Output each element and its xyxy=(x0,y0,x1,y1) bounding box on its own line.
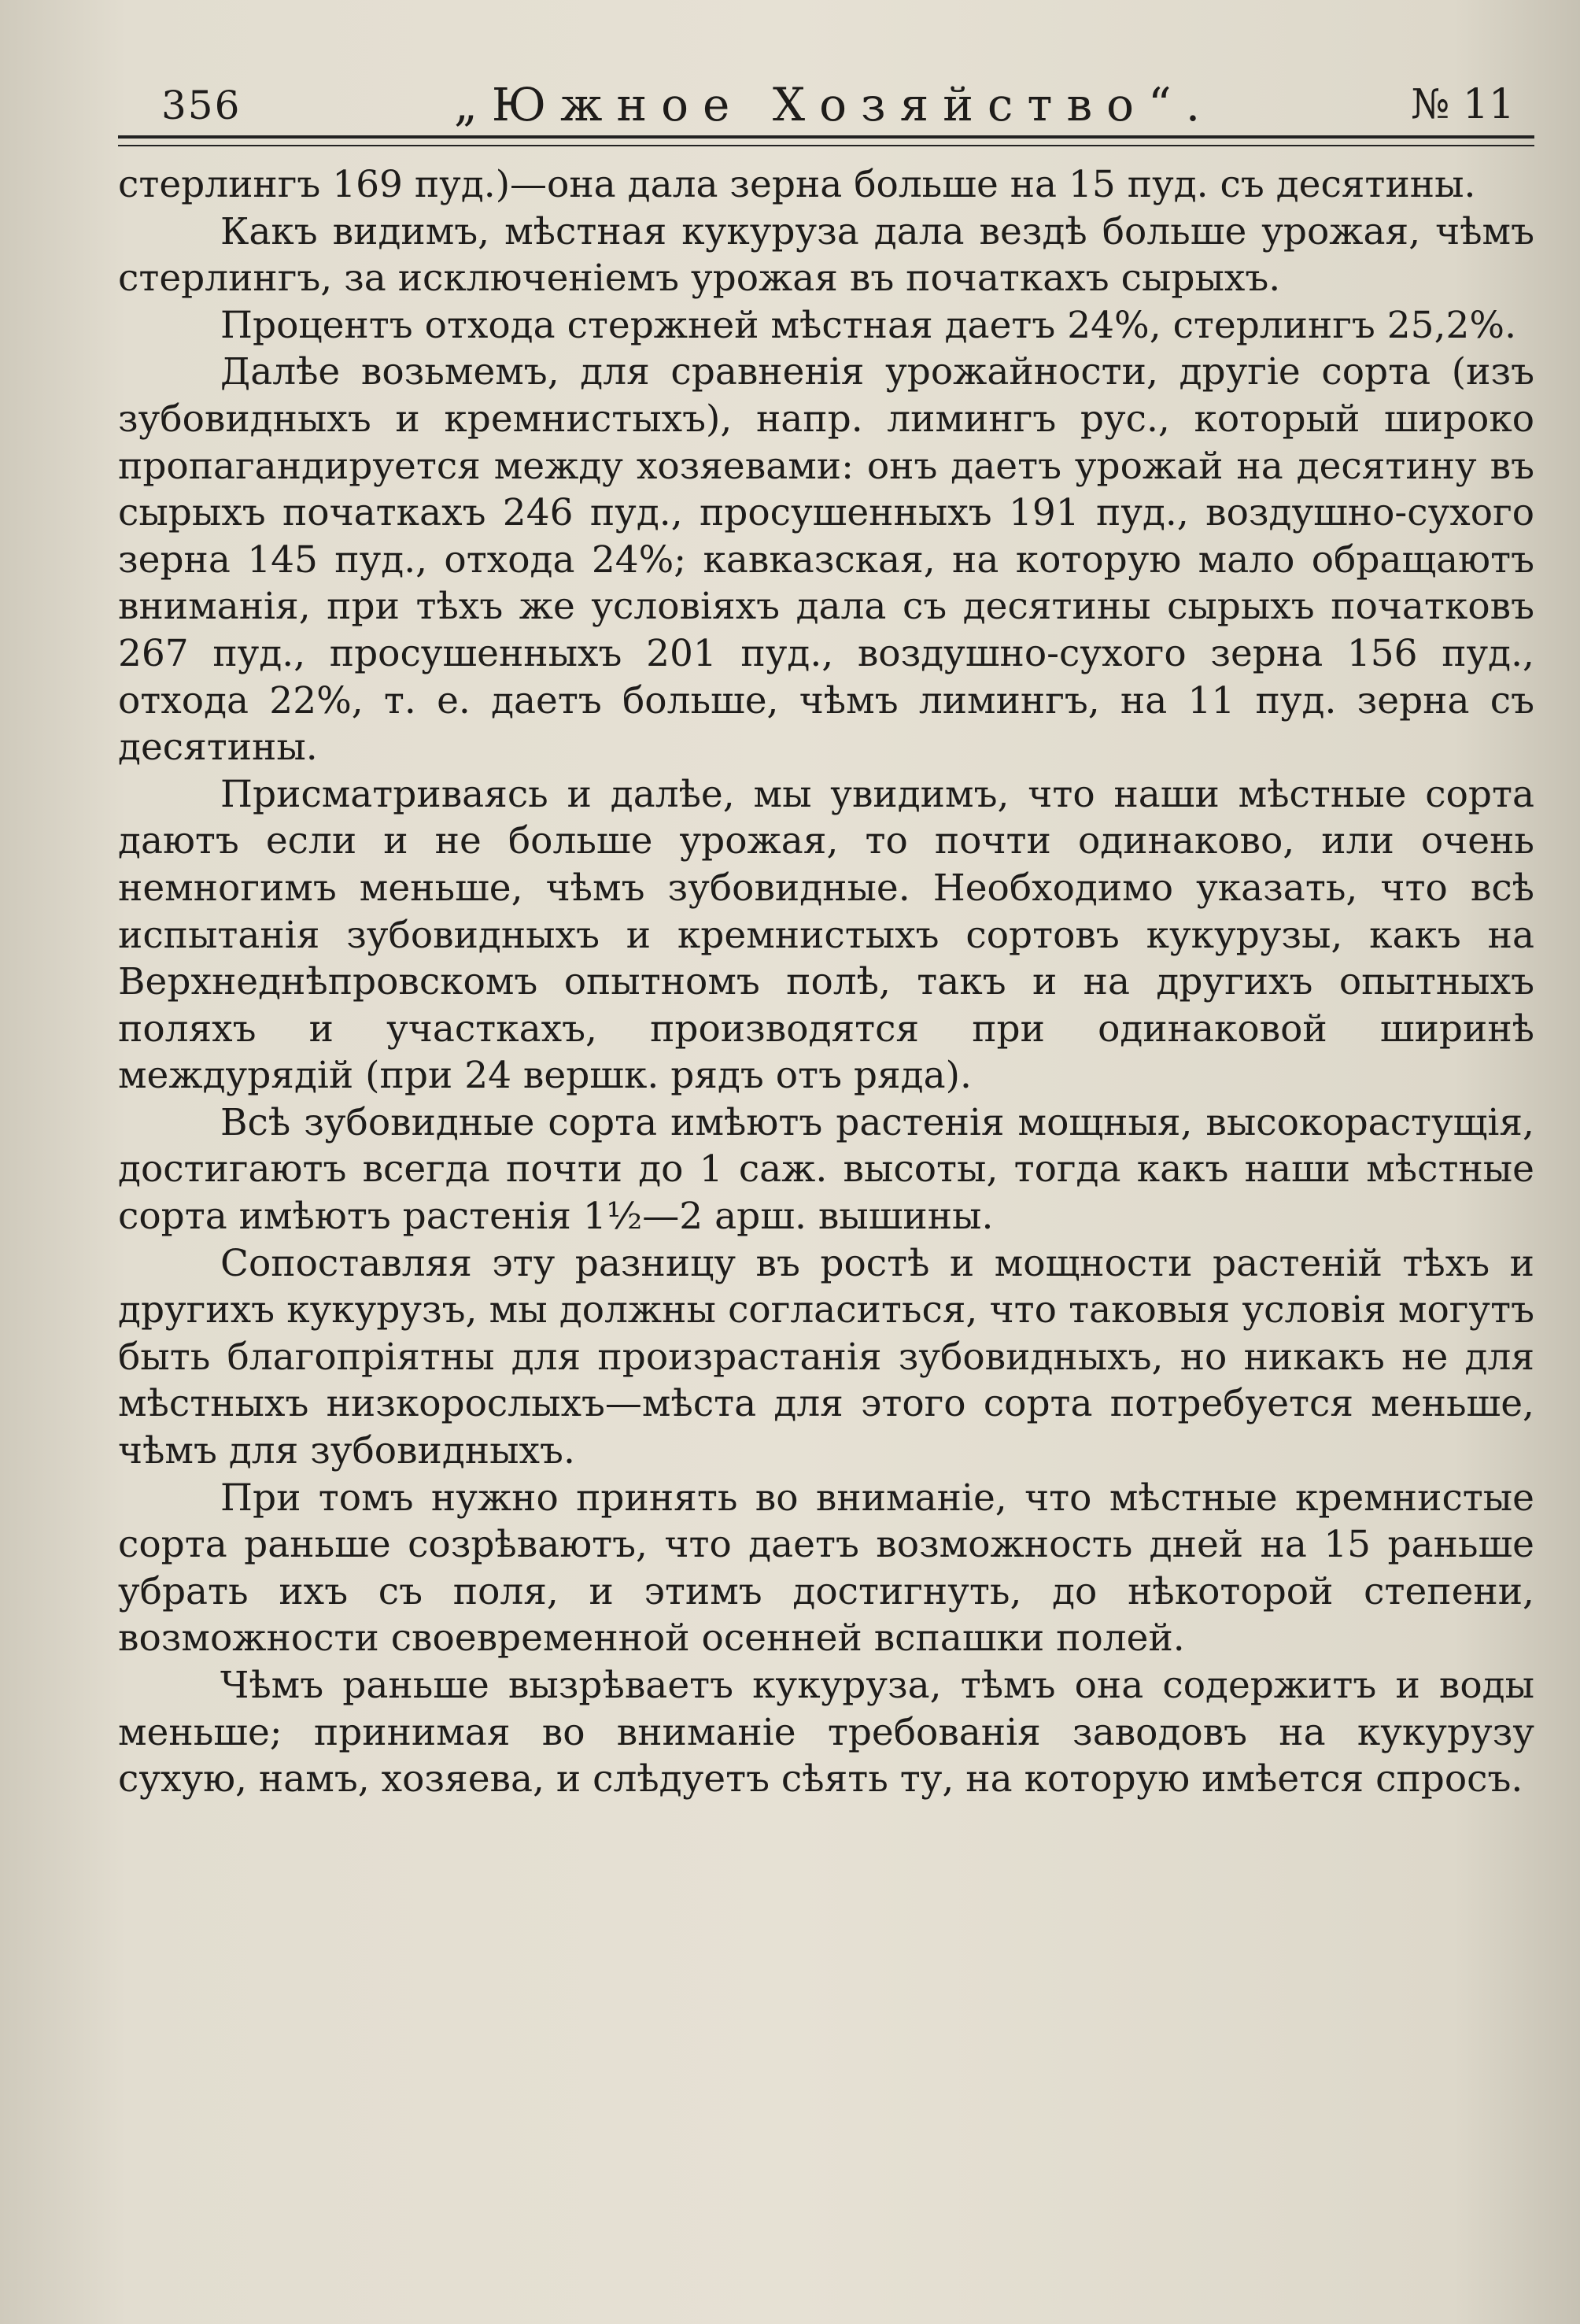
paragraph-1: стерлингъ 169 пуд.)—она дала зерна больше на 15 пуд. съ десятины. xyxy=(118,163,1476,206)
header-rule-thin xyxy=(118,145,1534,146)
journal-title: „Южное Хозяйство“. xyxy=(453,78,1215,131)
paragraph-5: Присматриваясь и далѣе, мы увидимъ, что наши мѣстные сорта даютъ если и не больше урожая, то почти одинаково, или очень немногимъ меньше, чѣмъ зубовидные. Необходимо указать, что всѣ испытанія зубовидныхъ и кремнистыхъ сортовъ кукурузы, какъ на Верхнеднѣпровскомъ опытномъ полѣ, такъ и на другихъ опытныхъ поляхъ и участкахъ, производятся при одинаковой ширинѣ междурядій (при 24 вершк. рядъ отъ ряда). xyxy=(118,772,1534,1098)
paragraph-8: При томъ нужно принять во вниманіе, что мѣстные кремнистые сорта раньше созрѣваютъ, что даетъ возможность дней на 15 раньше убрать ихъ съ поля, и этимъ достигнуть, до нѣкоторой степени, возможности своевременной осенней вспашки полей. xyxy=(118,1476,1534,1661)
paragraph-4: Далѣе возьмемъ, для сравненія урожайности, другіе сорта (изъ зубовидныхъ и кремнистыхъ), напр. лимингъ рус., который широко пропагандируется между хозяевами: онъ даетъ урожай на десятину въ сырыхъ початкахъ 246 пуд., просушенныхъ 191 пуд., воздушно-сухого зерна 145 пуд., отхода 24%; кавказская, на которую мало обращаютъ вниманія, при тѣхъ же условіяхъ дала съ десятины сырыхъ початковъ 267 пуд., просушенныхъ 201 пуд., воздушно-сухого зерна 156 пуд., отхода 22%, т. е. даетъ больше, чѣмъ лимингъ, на 11 пуд. зерна съ десятины. xyxy=(118,350,1534,770)
issue-number: № 11 xyxy=(1411,81,1515,128)
paragraph-6: Всѣ зубовидные сорта имѣютъ растенія мощныя, высокорастущія, достигаютъ всегда почти до 1 саж. высоты, тогда какъ наши мѣстные сорта имѣютъ растенія 1½—2 арш. вышины. xyxy=(118,1100,1534,1239)
paragraph-7: Сопоставляя эту разницу въ ростѣ и мощности растеній тѣхъ и другихъ кукурузъ, мы должны согласиться, что таковыя условія могутъ быть благопріятны для произрастанія зубовидныхъ, но никакъ не для мѣстныхъ низкорослыхъ—мѣста для этого сорта потребуется меньше, чѣмъ для зубовидныхъ. xyxy=(118,1241,1534,1473)
header-rule-thick xyxy=(118,135,1534,139)
running-header xyxy=(130,75,1538,138)
page-number: 356 xyxy=(161,83,242,128)
paragraph-2: Какъ видимъ, мѣстная кукуруза дала вездѣ больше урожая, чѣмъ стерлингъ, за исключеніемъ урожая въ початкахъ сырыхъ. xyxy=(118,209,1534,301)
paragraph-3: Процентъ отхода стержней мѣстная даетъ 24%, стерлингъ 25,2%. xyxy=(220,303,1517,347)
paragraph-9: Чѣмъ раньше вызрѣваетъ кукуруза, тѣмъ она содержитъ и воды меньше; принимая во вниманіе требованія заводовъ на кукурузу сухую, намъ, хозяева, и слѣдуетъ сѣять ту, на которую имѣется спросъ. xyxy=(118,1664,1534,1801)
article-body xyxy=(118,161,1534,1803)
